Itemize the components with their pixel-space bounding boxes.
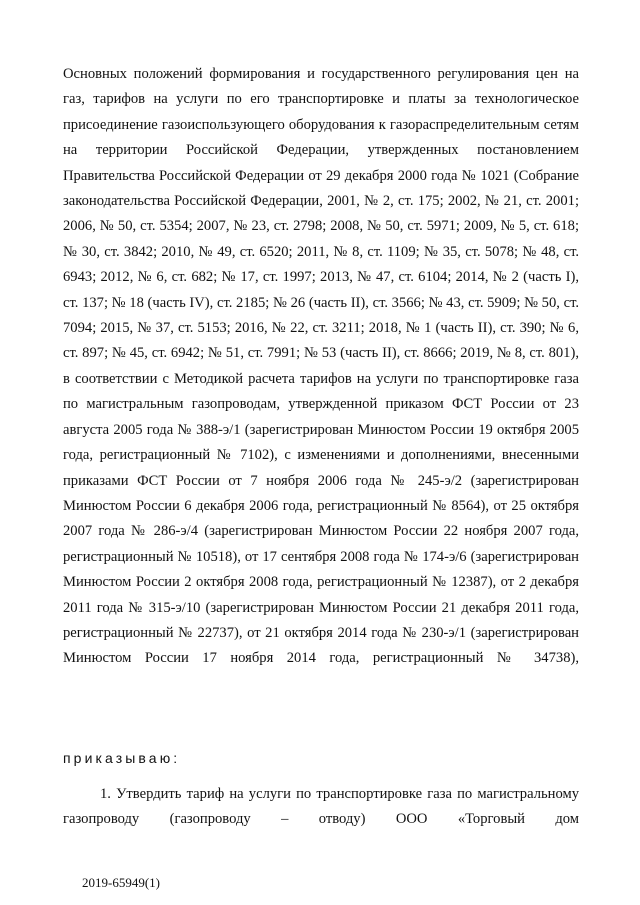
order-item-1: 1. Утвердить тариф на услуги по транспортировке газа по магистральному газопроводу (газопроводу – отводу) ООО «Торговый дом — [63, 786, 579, 828]
body-paragraph: Основных положений формирования и государственного регулирования цен на газ, тарифов на услуги по его транспортировке и платы за технологическое присоединение газоиспользующего оборудования к газораспределительным сетям на территории Российской Федерации, утвержденных постановлением Правительства Российской Федерации от 29 декабря 2000 года № 1021 (Собрание законодательства Российской Федерации, 2001, № 2, ст. 175; 2002, № 21, ст. 2001; 2006, № 50, ст. 5354; 2007, № 23, ст. 2798; 2008, № 50, ст. 5971; 2009, № 5, ст. 618; № 30, ст. 3842; 2010, № 49, ст. 6520; 2011, № 8, ст. 1109; № 35, ст. 5078; № 48, ст. 6943; 2012, № 6, ст. 682; № 17, ст. 1997; 2013, № 47, ст. 6104; 2014, № 2 (часть I), ст. 137; № 18 (часть IV), ст. 2185; № 26 (часть II), ст. 3566; № 43, ст. 5909; № 50, ст. 7094; 2015, № 37, ст. 5153; 2016, № 22, ст. 3211; 2018, № 1 (часть II), ст. 390; № 6, ст. 897; № 45, ст. 6942; № 51, ст. 7991; № 53 (часть II), ст. 8666; 2019, № 8, ст. 801), в соответствии с Методикой расчета тарифов на услуги по транспортировке газа по магистральным газопроводам, утвержденной приказом ФСТ России от 23 августа 2005 года № 388-э/1 (зарегистрирован Минюстом России 19 октября 2005 года, регистрационный № 7102), с изменениями и дополнениями, внесенными приказами ФСТ России от 7 ноября 2006 года № 245-э/2 (зарегистрирован Минюстом России 6 декабря 2006 года, регистрационный № 8564), от 25 октября 2007 года № 286-э/4 (зарегистрирован Минюстом России 22 ноября 2007 года, регистрационный № 10518), от 17 сентября 2008 года № 174-э/6 (зарегистрирован Минюстом России 2 октября 2008 года, регистрационный № 12387), от 2 декабря 2011 года № 315-э/10 (зарегистрирован Минюстом России 21 декабря 2011 года, регистрационный № 22737), от 21 октября 2014 года № 230-э/1 (зарегистрирован Минюстом России 17 ноября 2014 года, регистрационный № 34738), — [63, 66, 579, 667]
order-word: приказываю: — [63, 750, 181, 766]
footer-code: 2019-65949(1) — [82, 875, 160, 890]
